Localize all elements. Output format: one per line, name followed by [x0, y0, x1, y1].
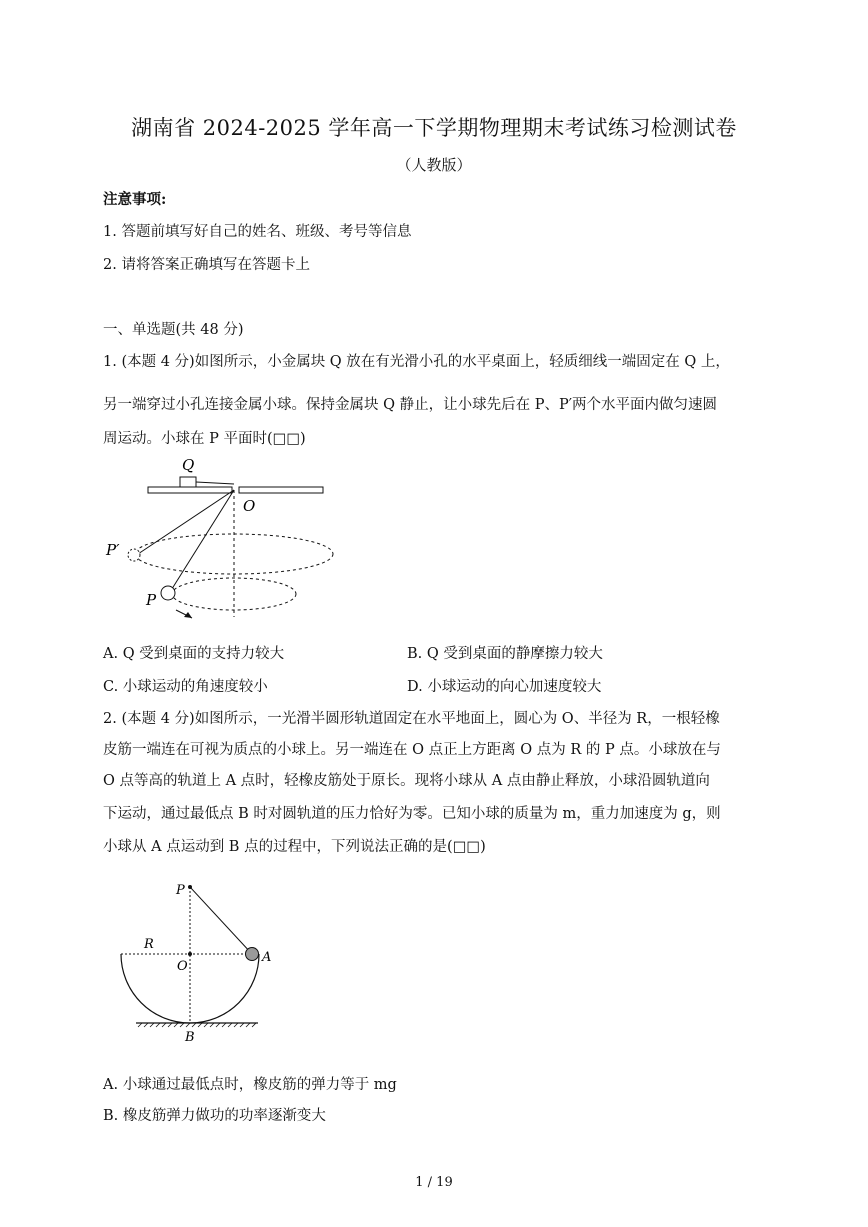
- q2-option-a: A. 小球通过最低点时，橡皮筋的弹力等于 mg: [103, 1077, 397, 1093]
- q1-ball-p: [161, 586, 175, 600]
- q1-ball-p-prime: [128, 549, 140, 561]
- q2-figure: [118, 875, 278, 1050]
- q2-ball: [246, 948, 259, 961]
- notice-item-2: 2. 请将答案正确填写在答题卡上: [103, 257, 310, 273]
- q1-table-left: [148, 487, 232, 493]
- q1-label-p-prime: P′: [106, 541, 120, 559]
- q1-thread-p: [170, 490, 234, 592]
- document-title: 湖南省 2024-2025 学年高一下学期物理期末考试练习检测试卷: [131, 116, 737, 140]
- q1-option-d: D. 小球运动的向心加速度较大: [407, 679, 602, 695]
- q2-line-5: 小球从 A 点运动到 B 点的过程中，下列说法正确的是(□□): [103, 839, 486, 855]
- q2-label-r: R: [144, 937, 154, 952]
- q1-figure: [100, 452, 340, 622]
- q1-option-a: A. Q 受到桌面的支持力较大: [103, 646, 285, 662]
- q2-point-p: [188, 885, 192, 889]
- q1-option-b: B. Q 受到桌面的静摩擦力较大: [407, 646, 603, 662]
- q1-thread-top: [196, 482, 234, 484]
- q1-line-2: 另一端穿过小孔连接金属小球。保持金属块 Q 静止，让小球先后在 P、P′两个水平面内做匀速圆: [103, 397, 718, 413]
- notice-heading: 注意事项:: [103, 191, 167, 208]
- q1-label-q: Q: [182, 456, 195, 474]
- q2-label-b: B: [185, 1030, 195, 1045]
- q1-label-p: P: [146, 591, 157, 609]
- q1-line-3: 周运动。小球在 P 平面时(□□): [103, 431, 306, 447]
- q2-point-o: [188, 952, 192, 956]
- q2-line-4: 下运动，通过最低点 B 时对圆轨道的压力恰好为零。已知小球的质量为 m，重力加速度为 g，则: [103, 806, 721, 822]
- q2-line-1: 2. (本题 4 分)如图所示，一光滑半圆形轨道固定在水平地面上，圆心为 O、半径为 R，一根轻橡: [103, 711, 720, 727]
- q1-label-o: O: [243, 497, 256, 515]
- q1-option-c: C. 小球运动的角速度较小: [103, 679, 268, 695]
- q2-label-a: A: [262, 950, 272, 965]
- q2-label-o: O: [177, 959, 188, 974]
- q1-table-right: [239, 487, 323, 493]
- section-heading: 一、单选题(共 48 分): [103, 322, 244, 338]
- q1-thread-p-prime: [138, 490, 234, 554]
- notice-item-1: 1. 答题前填写好自己的姓名、班级、考号等信息: [103, 224, 412, 240]
- q2-line-2: 皮筋一端连在可视为质点的小球上。另一端连在 O 点正上方距离 O 点为 R 的 P 点。小球放在与: [103, 742, 721, 758]
- q2-label-p: P: [176, 883, 185, 898]
- q1-block-q: [180, 477, 196, 487]
- q2-line-3: O 点等高的轨道上 A 点时，轻橡皮筋处于原长。现将小球从 A 点由静止释放，小球沿圆轨道向: [103, 773, 710, 789]
- document-subtitle: （人教版）: [396, 156, 472, 174]
- q2-option-b: B. 橡皮筋弹力做功的功率逐渐变大: [103, 1108, 326, 1124]
- page-number: 1 / 19: [415, 1175, 453, 1190]
- q2-rubber-band: [190, 887, 252, 954]
- q1-line-1: 1. (本题 4 分)如图所示，小金属块 Q 放在有光滑小孔的水平桌面上，轻质细线一端固定在 Q 上，: [103, 354, 730, 370]
